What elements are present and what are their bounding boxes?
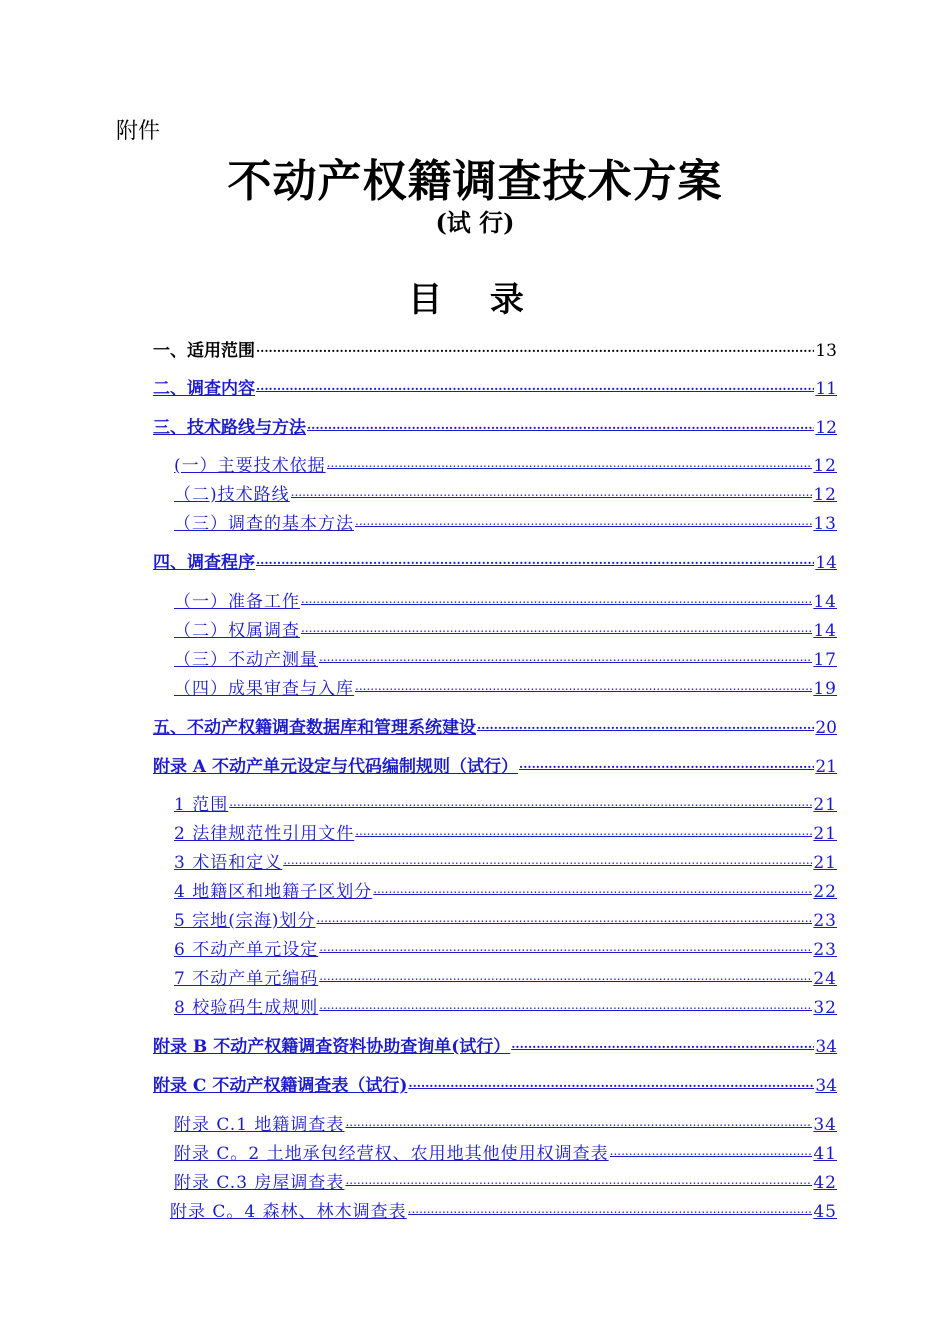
toc-leader-dots: [355, 675, 812, 695]
toc-entry-label: 1 范围: [174, 795, 229, 815]
toc-entry-page: 41: [813, 1144, 837, 1164]
toc-entry[interactable]: [174, 906, 837, 930]
toc-entry-page: 19: [813, 679, 837, 699]
toc-entry[interactable]: [174, 480, 837, 504]
toc-entry-label: 附录 B 不动产权籍调查资料协助查询单(试行）: [153, 1037, 511, 1057]
toc-leader-dots: [408, 1072, 814, 1092]
toc-entry[interactable]: [153, 548, 837, 572]
toc-leader-dots: [307, 414, 814, 434]
toc-entry-label: （一）准备工作: [174, 592, 300, 612]
toc-leader-dots: [408, 1198, 813, 1218]
toc-entry-label: 3 术语和定义: [174, 853, 283, 873]
toc-entry[interactable]: [174, 1139, 837, 1163]
toc-entry-label: （二)技术路线: [174, 485, 290, 505]
toc-entry-page: 23: [813, 911, 837, 931]
toc-entry-page: 34: [815, 1037, 837, 1057]
toc-entry[interactable]: [170, 1197, 837, 1221]
toc-entry[interactable]: [174, 1110, 837, 1134]
toc-leader-dots: [283, 849, 812, 869]
toc-entry-label: （四）成果审查与入库: [174, 679, 354, 699]
toc-entry[interactable]: [153, 1071, 837, 1095]
toc-leader-dots: [229, 791, 812, 811]
toc-entry[interactable]: [174, 819, 837, 843]
toc-entry-page: 20: [815, 718, 837, 738]
toc-entry-label: （三）不动产测量: [174, 650, 318, 670]
toc-entry[interactable]: [174, 587, 837, 611]
toc-entry-page: 13: [813, 514, 837, 534]
toc-entry[interactable]: [174, 674, 837, 698]
toc-entry-page: 34: [815, 1076, 837, 1096]
toc-leader-dots: [345, 1111, 812, 1131]
toc-leader-dots: [477, 714, 814, 734]
toc-entry[interactable]: [174, 790, 837, 814]
toc-entry-page: 21: [813, 824, 837, 844]
toc-entry-page: 32: [813, 998, 837, 1018]
toc-entry-page: 21: [813, 853, 837, 873]
toc-entry-page: 17: [813, 650, 837, 670]
document-title: 不动产权籍调查技术方案: [227, 156, 723, 207]
toc-leader-dots: [610, 1140, 813, 1160]
toc-entry-page: 14: [815, 553, 837, 573]
toc-entry[interactable]: [153, 413, 837, 437]
toc-entry-page: 14: [813, 621, 837, 641]
toc-entry[interactable]: [174, 451, 837, 475]
toc-leader-dots: [256, 375, 814, 395]
toc-leader-dots: [355, 510, 812, 530]
toc-entry-page: 23: [813, 940, 837, 960]
toc-entry[interactable]: [174, 848, 837, 872]
document-subtitle: (试 行): [435, 208, 515, 237]
toc-entry-page: 21: [813, 795, 837, 815]
toc-entry[interactable]: [153, 1032, 837, 1056]
toc-entry[interactable]: [153, 374, 837, 398]
toc-entry[interactable]: [174, 964, 837, 988]
toc-entry-label: 二、调查内容: [153, 379, 255, 399]
toc-leader-dots: [319, 965, 812, 985]
toc-entry-label: （三）调查的基本方法: [174, 514, 354, 534]
toc-entry-label: (一）主要技术依据: [174, 456, 326, 476]
toc-leader-dots: [316, 907, 812, 927]
toc-entry[interactable]: [174, 645, 837, 669]
toc-leader-dots: [301, 588, 812, 608]
toc-entry-page: 13: [815, 341, 837, 361]
toc-entry-page: 34: [813, 1115, 837, 1135]
toc-leader-dots: [373, 878, 812, 898]
toc-entry-label: 6 不动产单元设定: [174, 940, 319, 960]
toc-entry-label: 一、适用范围: [153, 341, 255, 361]
toc-entry-page: 12: [815, 418, 837, 438]
toc-leader-dots: [519, 753, 814, 773]
toc-leader-dots: [327, 452, 813, 472]
attachment-label: 附件: [116, 119, 161, 144]
toc-entry-page: 22: [813, 882, 837, 902]
toc-entry-label: 2 法律规范性引用文件: [174, 824, 355, 844]
toc-entry-label: 附录 C。4 森林、林木调查表: [170, 1202, 407, 1222]
toc-entry-label: 5 宗地(宗海)划分: [174, 911, 316, 931]
toc-leader-dots: [256, 549, 814, 569]
toc-entry-label: 附录 C。2 土地承包经营权、农用地其他使用权调查表: [174, 1144, 609, 1164]
toc-entry[interactable]: [174, 935, 837, 959]
toc-entry-page: 45: [813, 1202, 837, 1222]
toc-entry-page: 21: [815, 757, 837, 777]
toc-entry-label: 三、技术路线与方法: [153, 418, 306, 438]
toc-entry-page: 14: [813, 592, 837, 612]
toc-leader-dots: [291, 481, 813, 501]
toc-entry-label: 附录 C.1 地籍调查表: [174, 1115, 345, 1135]
toc-entry-label: 四、调查程序: [153, 553, 255, 573]
toc-entry[interactable]: [174, 993, 837, 1017]
toc-entry[interactable]: [174, 616, 837, 640]
toc-leader-dots: [511, 1033, 814, 1053]
toc-entry[interactable]: [174, 1168, 837, 1192]
toc-entry-label: 附录 A 不动产单元设定与代码编制规则（试行）: [153, 757, 519, 777]
toc-leader-dots: [319, 646, 812, 666]
toc-leader-dots: [355, 820, 812, 840]
toc-leader-dots: [301, 617, 812, 637]
toc-entry-label: 8 校验码生成规则: [174, 998, 319, 1018]
toc-entry-label: 五、不动产权籍调查数据库和管理系统建设: [153, 718, 476, 738]
toc-leader-dots: [319, 936, 812, 956]
toc-entry[interactable]: [153, 752, 837, 776]
toc-entry[interactable]: [174, 877, 837, 901]
toc-entry[interactable]: [153, 713, 837, 737]
toc-leader-dots: [319, 994, 812, 1014]
toc-entry-label: （二）权属调查: [174, 621, 300, 641]
toc-entry-page: 24: [813, 969, 837, 989]
toc-entry[interactable]: [153, 336, 837, 360]
toc-entry-label: 附录 C 不动产权籍调查表（试行): [153, 1076, 408, 1096]
toc-entry-page: 12: [813, 456, 837, 476]
toc-heading: 目 录: [408, 280, 542, 320]
toc-entry[interactable]: [174, 509, 837, 533]
toc-leader-dots: [256, 337, 814, 357]
toc-entry-page: 42: [813, 1173, 837, 1193]
toc-entry-label: 4 地籍区和地籍子区划分: [174, 882, 373, 902]
toc-entry-page: 11: [815, 379, 837, 399]
toc-entry-page: 12: [813, 485, 837, 505]
toc-entry-label: 7 不动产单元编码: [174, 969, 319, 989]
toc-entry-label: 附录 C.3 房屋调查表: [174, 1173, 345, 1193]
toc-leader-dots: [345, 1169, 812, 1189]
